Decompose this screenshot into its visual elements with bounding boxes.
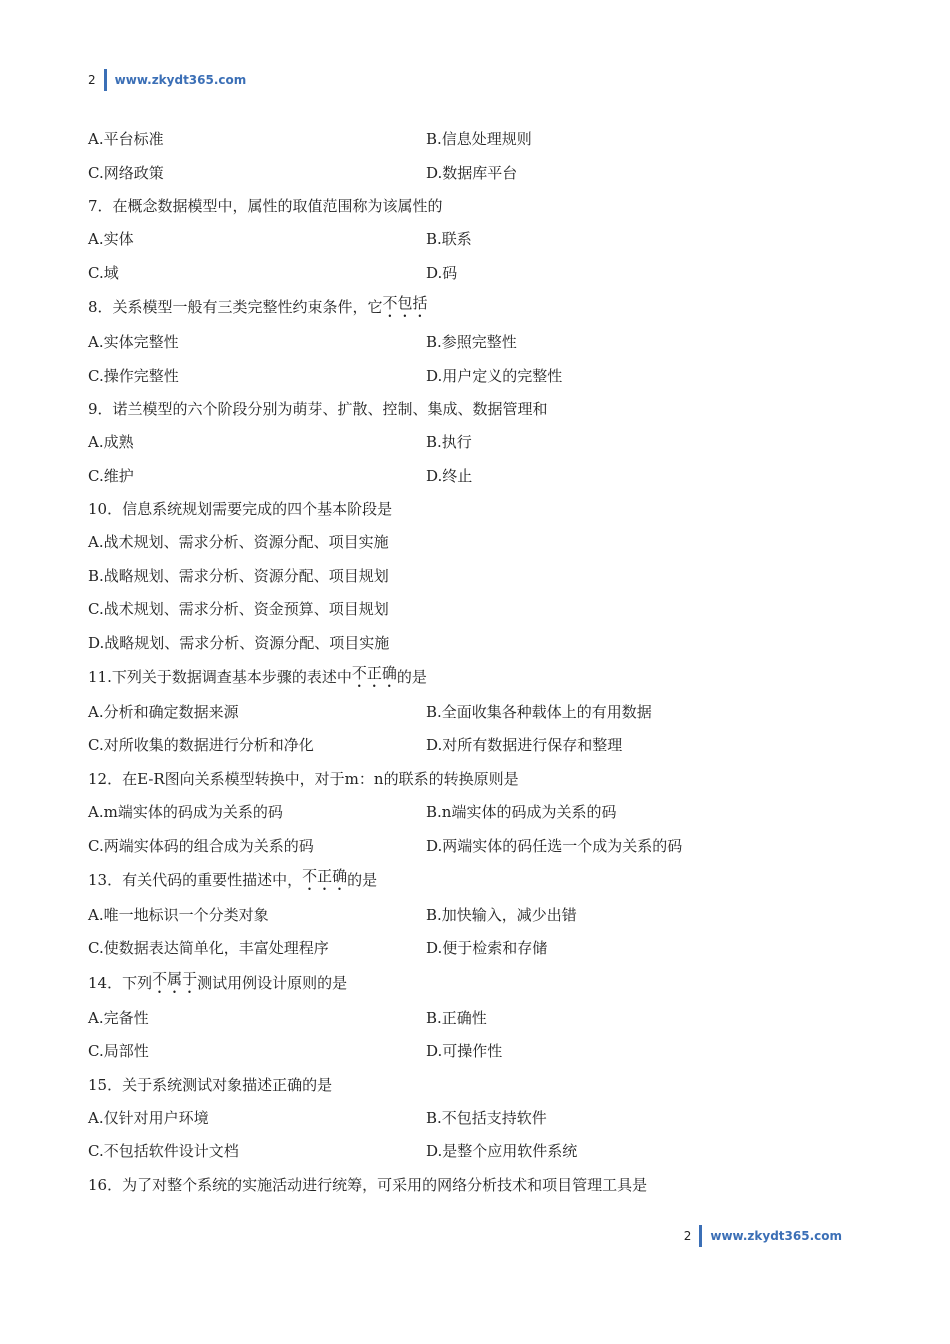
option-row xyxy=(88,155,868,188)
q10-option-b: B.战略规划、需求分析、资源分配、项目规划 xyxy=(88,566,389,585)
q11-option-c: C.对所收集的数据进行分析和净化 xyxy=(88,736,314,755)
question-15: 15．关于系统测试对象描述正确的是 xyxy=(88,1075,333,1094)
option-row xyxy=(88,898,868,931)
q12-option-c: C.两端实体码的组合成为关系的码 xyxy=(88,836,314,855)
q12-option-a: A.m端实体的码成为关系的码 xyxy=(88,803,283,822)
q14-emphasis: 不属于 xyxy=(152,970,198,989)
question-16: 16．为了对整个系统的实施活动进行统筹，可采用的网络分析技术和项目管理工具是 xyxy=(88,1175,648,1194)
q13-option-b: B.加快输入，减少出错 xyxy=(426,906,577,924)
option-row xyxy=(88,695,868,728)
question-9: 9．诺兰模型的六个阶段分别为萌芽、扩散、控制、集成、数据管理和 xyxy=(88,399,548,418)
footer-page-number: 2 xyxy=(683,1229,692,1243)
question-12: 12．在E-R图向关系模型转换中，对于m：n的联系的转换原则是 xyxy=(88,769,519,788)
option-row xyxy=(88,1134,868,1167)
q12-option-b: B.n端实体的码成为关系的码 xyxy=(426,803,617,822)
q14-option-a: A.完备性 xyxy=(88,1008,149,1027)
q14-text-end: 测试用例设计原则的是 xyxy=(197,974,348,993)
q10-option-d: D.战略规划、需求分析、资源分配、项目实施 xyxy=(88,633,390,652)
header-page-number: 2 xyxy=(88,73,96,87)
q6-option-d: D.数据库平台 xyxy=(426,163,518,182)
q8-emphasis: 不包括 xyxy=(382,294,428,313)
q6-option-a: A.平台标准 xyxy=(88,130,164,149)
q13-text-end: 的是 xyxy=(347,871,378,890)
q6-option-c: C.网络政策 xyxy=(88,163,164,182)
q12-option-d: D.两端实体的码任选一个成为关系的码 xyxy=(426,836,683,855)
option-row xyxy=(88,122,868,155)
option-row xyxy=(88,325,868,358)
question-8 xyxy=(88,289,868,325)
q15-option-c: C.不包括软件设计文档 xyxy=(88,1142,239,1161)
option-row xyxy=(88,728,868,761)
q11-text: 11.下列关于数据调查基本步骤的表述中 xyxy=(88,668,352,687)
option-row xyxy=(88,459,868,492)
q14-option-d: D.可操作性 xyxy=(426,1042,503,1061)
footer-site-url[interactable]: www.zkydt365.com xyxy=(710,1229,842,1243)
q8-text: 8．关系模型一般有三类完整性约束条件，它 xyxy=(88,298,383,317)
q15-option-b: B.不包括支持软件 xyxy=(426,1108,547,1127)
option-row xyxy=(88,931,868,964)
q15-option-d: D.是整个应用软件系统 xyxy=(426,1142,578,1161)
option-row xyxy=(88,425,868,458)
footer-divider xyxy=(699,1225,702,1247)
q6-option-b: B.信息处理规则 xyxy=(426,130,532,149)
option-row xyxy=(88,222,868,255)
q11-emphasis: 不正确 xyxy=(351,664,397,683)
q10-option-a: A.战术规划、需求分析、资源分配、项目实施 xyxy=(88,533,389,552)
q13-text: 13．有关代码的重要性描述中， xyxy=(88,871,303,890)
question-14 xyxy=(88,965,868,1001)
q13-emphasis: 不正确 xyxy=(302,867,348,886)
q8-option-b: B.参照完整性 xyxy=(426,333,517,352)
q14-option-c: C.局部性 xyxy=(88,1042,149,1061)
question-7: 7．在概念数据模型中，属性的取值范围称为该属性的 xyxy=(88,196,443,215)
option-row xyxy=(88,256,868,289)
q7-option-a: A.实体 xyxy=(88,230,134,249)
q9-option-b: B.执行 xyxy=(426,433,472,452)
header-site-url[interactable]: www.zkydt365.com xyxy=(114,73,247,87)
option-row xyxy=(88,358,868,391)
option-row xyxy=(88,1101,868,1134)
q10-option-c: C.战术规划、需求分析、资金预算、项目规划 xyxy=(88,600,389,619)
q13-option-a: A.唯一地标识一个分类对象 xyxy=(88,906,269,924)
q9-option-a: A.成熟 xyxy=(88,433,134,452)
q9-option-c: C.维护 xyxy=(88,466,134,485)
q14-text: 14．下列 xyxy=(88,974,153,993)
page-header xyxy=(88,68,246,92)
q8-option-c: C.操作完整性 xyxy=(88,366,179,385)
q8-option-d: D.用户定义的完整性 xyxy=(426,366,563,385)
option-row xyxy=(88,1001,868,1034)
q7-option-c: C.域 xyxy=(88,263,119,282)
question-11 xyxy=(88,659,868,695)
page-footer xyxy=(684,1224,842,1248)
q8-option-a: A.实体完整性 xyxy=(88,333,179,352)
q11-text-end: 的是 xyxy=(396,668,427,687)
header-divider xyxy=(104,69,107,91)
option-row xyxy=(88,1034,868,1067)
question-10: 10．信息系统规划需要完成的四个基本阶段是 xyxy=(88,500,393,519)
question-13 xyxy=(88,862,868,898)
exam-content xyxy=(88,122,868,1201)
q15-option-a: A.仅针对用户环境 xyxy=(88,1108,209,1127)
option-row xyxy=(88,828,868,861)
q13-option-d: D.便于检索和存储 xyxy=(426,939,548,958)
q11-option-a: A.分析和确定数据来源 xyxy=(88,703,239,722)
q7-option-b: B.联系 xyxy=(426,230,472,249)
q13-option-c: C.使数据表达简单化，丰富处理程序 xyxy=(88,939,329,958)
q11-option-b: B.全面收集各种载体上的有用数据 xyxy=(426,703,652,722)
q9-option-d: D.终止 xyxy=(426,466,473,485)
q7-option-d: D.码 xyxy=(426,263,458,282)
option-row xyxy=(88,795,868,828)
q14-option-b: B.正确性 xyxy=(426,1008,487,1027)
q11-option-d: D.对所有数据进行保存和整理 xyxy=(426,736,623,755)
